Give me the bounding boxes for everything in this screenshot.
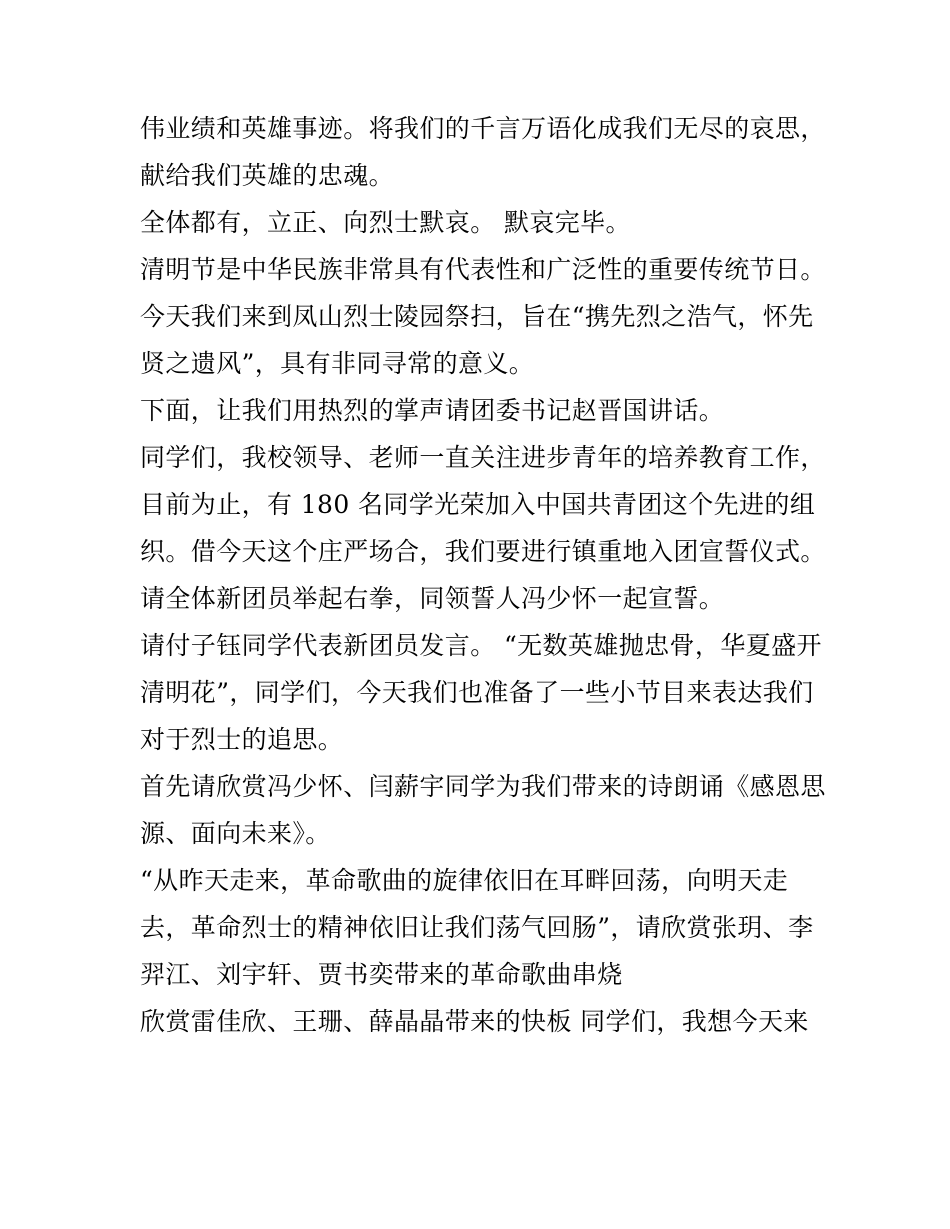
text-line-10: 织。借今天这个庄严场合，我们要进行镇重地入团宣誓仪式。 [140, 537, 826, 566]
text-line-1: 伟业绩和英雄事迹。将我们的千言万语化成我们无尽的哀思， [140, 114, 826, 143]
text-line-17: “从昨天走来，革命歌曲的旋律依旧在耳畔回荡，向明天走 [140, 866, 789, 895]
text-line-20: 欣赏雷佳欣、王珊、薛晶晶带来的快板 同学们，我想今天来 [140, 1007, 809, 1036]
text-line-12: 请付子钰同学代表新团员发言。 “无数英雄抛忠骨，华夏盛开 [140, 631, 822, 660]
text-line-19: 羿江、刘宇轩、贾书奕带来的革命歌曲串烧 [140, 960, 623, 989]
text-line-11: 请全体新团员举起右拳，同领誓人冯少怀一起宣誓。 [140, 584, 725, 613]
text-line-7: 下面，让我们用热烈的掌声请团委书记赵晋国讲话。 [140, 396, 725, 425]
text-line-3: 全体都有，立正、向烈士默哀。 默哀完毕。 [140, 208, 631, 237]
text-line-14: 对于烈士的追思。 [140, 725, 344, 754]
body-text [140, 105, 840, 1045]
text-line-15: 首先请欣赏冯少怀、闫薪宇同学为我们带来的诗朗诵《感恩思 [140, 772, 826, 801]
text-line-9: 目前为止，有 180 名同学光荣加入中国共青团这个先进的组 [140, 490, 816, 519]
text-line-16: 源、面向未来》。 [140, 819, 331, 848]
text-line-18: 去，革命烈士的精神依旧让我们荡气回肠”，请欣赏张玥、李 [140, 913, 814, 942]
text-line-13: 清明花”，同学们，今天我们也准备了一些小节目来表达我们 [140, 678, 814, 707]
text-line-4: 清明节是中华民族非常具有代表性和广泛性的重要传统节日。 [140, 255, 826, 284]
text-line-8: 同学们，我校领导、老师一直关注进步青年的培养教育工作， [140, 443, 826, 472]
text-line-6: 贤之遗风”，具有非同寻常的意义。 [140, 349, 535, 378]
text-line-5: 今天我们来到凤山烈士陵园祭扫，旨在“携先烈之浩气，怀先 [140, 302, 814, 331]
text-line-2: 献给我们英雄的忠魂。 [140, 161, 395, 190]
